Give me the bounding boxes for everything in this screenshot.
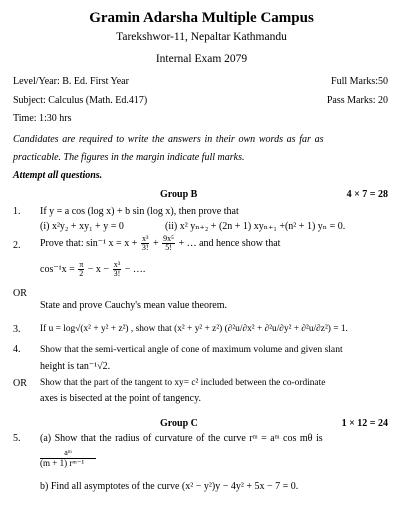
exam-title: Internal Exam 2079 xyxy=(155,53,248,65)
q4-line2: height is tan⁻¹√2. xyxy=(40,361,111,372)
level-year: Level/Year: B. Ed. First Year xyxy=(13,76,129,87)
pass-marks: Pass Marks: 20 xyxy=(326,95,388,106)
group-b-title: Group B xyxy=(160,189,198,200)
or-label-1: OR xyxy=(13,288,27,299)
q2-suffix: + … and hence show that xyxy=(178,238,281,249)
q4-line1: Show that the semi-vertical angle of cone of maximum volume and given slant xyxy=(40,344,343,355)
q2-fraction-1: $\frac{\text{x³}}{3!}$ xyxy=(141,234,149,253)
or2-line2: axes is bisected at the point of tangency. xyxy=(40,393,201,404)
q1-text: If y = a cos (log x) + b sin (log x), then prove that xyxy=(40,206,239,217)
institution-address: Tarekshwor-11, Nepaltar Kathmandu xyxy=(116,31,287,43)
q2-line2-prefix: cos⁻¹x = xyxy=(40,264,75,275)
subject: Subject: Calculus (Math. Ed.417) xyxy=(13,95,148,106)
instructions-line1: Candidates are required to write the answers in their own words as far as xyxy=(13,134,324,145)
instructions-line2: practicable. The figures in the margin indicate full marks. xyxy=(13,152,245,163)
group-b-marks: 4 × 7 = 28 xyxy=(346,189,388,200)
q2-line2-suffix: − …. xyxy=(124,264,146,275)
q5-part-a-fraction: aᵐ (m + 1) rᵐ⁻¹ xyxy=(40,449,96,469)
q1-part-i: (i) x²y₂ + xy₁ + y = 0 xyxy=(40,221,124,232)
q2-line2-mid: − x − xyxy=(87,264,110,275)
q5-part-a-line1: (a) Show that the radius of curvature of the curve rᵐ = aᵐ cos mθ is xyxy=(40,433,323,444)
institution-title: Gramin Adarsha Multiple Campus xyxy=(89,10,314,26)
q1-number: 1. xyxy=(13,206,21,217)
q3-text: If u = log√(x² + y² + z²) , show that (x² + y² + z²) (∂²u/∂x² + ∂²u/∂y² + ∂²u/∂z²) = 1. xyxy=(40,324,348,334)
q5-number: 5. xyxy=(13,433,21,444)
q3-number: 3. xyxy=(13,324,21,335)
attempt-all: Attempt all questions. xyxy=(13,170,103,181)
q2-number: 2. xyxy=(13,240,21,251)
q1-part-ii: (ii) x² yₙ₊₂ + (2n + 1) xyₙ₊₁ +(n² + 1) yₙ = 0. xyxy=(165,221,346,232)
q5-part-b: b) Find all asymptotes of the curve (x² − y²)y − 4y² + 5x − 7 = 0. xyxy=(40,481,299,492)
or1-text: State and prove Cauchy's mean value theorem. xyxy=(40,300,228,311)
full-marks: Full Marks:50 xyxy=(331,76,388,87)
or-label-2: OR xyxy=(13,378,27,389)
q2-line1: Prove that: sin⁻¹ x = x + $\frac{\text{x³}}{3!}$ + $\frac{\text{9x⁵}}{5!}$ + … and hence show that xyxy=(40,234,281,253)
or2-line1: Show that the part of the tangent to xy= c² included between the co-ordinate xyxy=(40,378,326,388)
group-c-marks: 1 × 12 = 24 xyxy=(341,418,388,429)
q2-fraction-2: $\frac{\text{9x⁵}}{5!}$ xyxy=(163,234,174,253)
time: Time: 1:30 hrs xyxy=(13,113,72,124)
q2-line2 xyxy=(40,259,145,281)
q2-fraction-3: $\frac{\text{x³}}{3!}$ xyxy=(113,260,121,279)
group-c-title: Group C xyxy=(160,418,198,429)
q4-number: 4. xyxy=(13,344,21,355)
q2-pi-fraction: $\frac{\pi}{2}$ xyxy=(79,260,84,279)
q2-prefix: Prove that: sin⁻¹ x = x + xyxy=(40,238,138,249)
